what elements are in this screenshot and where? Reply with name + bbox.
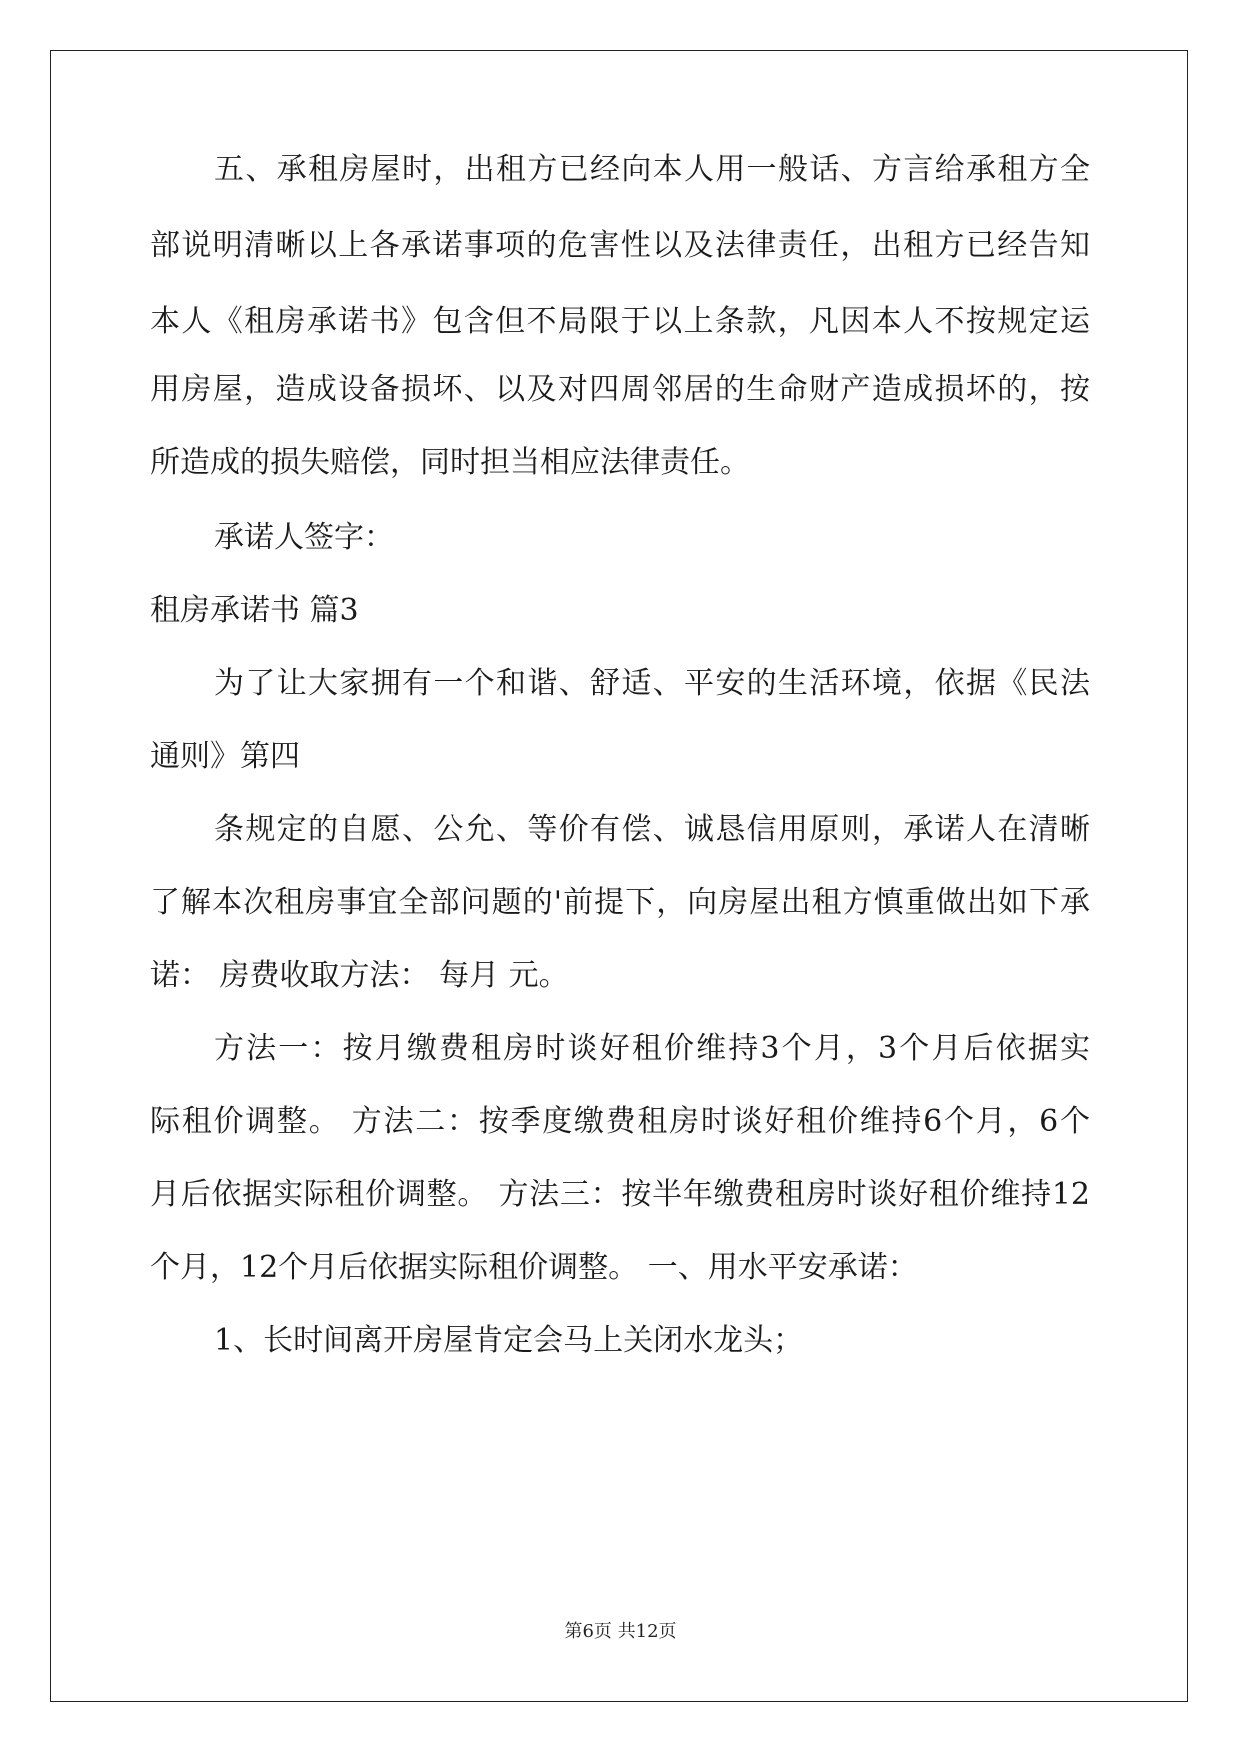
paragraph-line: 个月，12个月后依据实际租价调整。 一、用水平安承诺： — [150, 1250, 918, 1285]
page-border — [50, 50, 1188, 1702]
paragraph-line: 条规定的自愿、公允、等价有偿、诚恳信用原则，承诺人在清晰 — [214, 812, 1090, 847]
paragraph-line: 诺： 房费收取方法： 每月 元。 — [150, 958, 569, 993]
paragraph-line: 月后依据实际租价调整。 方法三：按半年缴费租房时谈好租价维持12 — [150, 1177, 1090, 1212]
paragraph-line: 五、承租房屋时，出租方已经向本人用一般话、方言给承租方全 — [214, 152, 1090, 187]
paragraph-line: 部说明清晰以上各承诺事项的危害性以及法律责任，出租方已经告知 — [150, 228, 1090, 263]
paragraph-line: 本人《租房承诺书》包含但不局限于以上条款，凡因本人不按规定运 — [150, 304, 1090, 339]
paragraph-line: 用房屋，造成设备损坏、以及对四周邻居的生命财产造成损坏的，按 — [150, 372, 1090, 407]
paragraph-line: 际租价调整。 方法二：按季度缴费租房时谈好租价维持6个月，6个 — [150, 1104, 1090, 1139]
paragraph-line: 了解本次租房事宜全部问题的'前提下，向房屋出租方慎重做出如下承 — [150, 885, 1090, 920]
section-heading: 租房承诺书 篇3 — [150, 593, 359, 628]
paragraph-line: 通则》第四 — [150, 739, 300, 774]
paragraph-line: 1、长时间离开房屋肯定会马上关闭水龙头； — [214, 1323, 804, 1358]
signature-label: 承诺人签字： — [214, 520, 394, 555]
paragraph-line: 所造成的损失赔偿，同时担当相应法律责任。 — [150, 445, 750, 480]
page-number: 第6页 共12页 — [564, 1621, 677, 1642]
paragraph-line: 为了让大家拥有一个和谐、舒适、平安的生活环境，依据《民法 — [214, 666, 1090, 701]
paragraph-line: 方法一：按月缴费租房时谈好租价维持3个月，3个月后依据实 — [214, 1031, 1090, 1066]
